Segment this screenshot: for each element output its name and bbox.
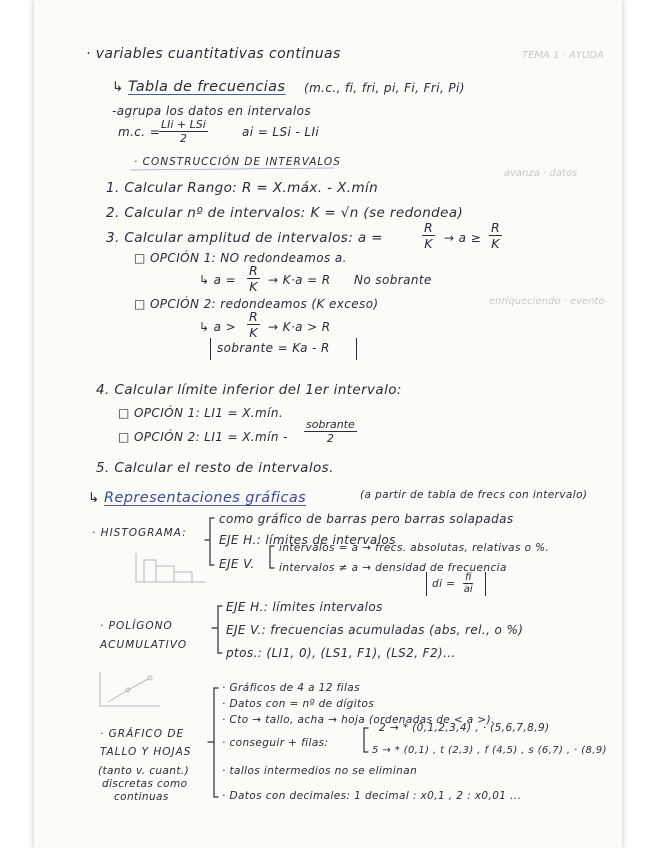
fraction-numerator: fi xyxy=(465,572,472,583)
step-4-option-1: □ OPCIÓN 1: LI1 = X.mín. xyxy=(118,406,284,420)
densidad-label: di = xyxy=(432,578,456,590)
fraction-denominator: K xyxy=(249,325,258,340)
fraction-numerator: R xyxy=(491,220,500,235)
option-2-result: → K·a > R xyxy=(268,320,331,334)
tabla-columns: (m.c., fi, fri, pi, Fi, Fri, Pi) xyxy=(304,81,465,95)
bleed-through-text: enriqueciendo · evento xyxy=(489,296,605,307)
option-1-note: No sobrante xyxy=(354,273,432,287)
fraction-numerator: sobrante xyxy=(306,418,355,431)
section-title-representaciones: Representaciones gráficas xyxy=(104,490,307,506)
polygon-sketch xyxy=(100,672,160,706)
poligono-eje-h: EJE H.: límites intervalos xyxy=(226,600,383,614)
fraction-numerator: R xyxy=(249,263,258,278)
section-title-tabla: Tabla de frecuencias xyxy=(128,79,286,95)
step-3: 3. Calcular amplitud de intervalos: a = xyxy=(106,230,383,246)
tallo-rule-1: · Gráficos de 4 a 12 filas xyxy=(222,682,360,694)
filas-brace xyxy=(364,728,368,752)
step-4: 4. Calcular límite inferior del 1er intervalo: xyxy=(96,382,402,398)
histogram-sketch xyxy=(136,553,206,582)
tallo-rule-4: · conseguir + filas: xyxy=(222,737,329,749)
step-5: 5. Calcular el resto de intervalos. xyxy=(96,460,334,476)
bleed-through-text: TEMA 1 · AYUDA xyxy=(522,50,604,61)
tallo-brace xyxy=(214,688,218,797)
ai-formula: ai = LSi - LIi xyxy=(242,125,320,139)
histogram-bar xyxy=(174,572,192,582)
histograma-eje-v-equal: intervalos = a → frecs. absolutas, relativas o %. xyxy=(279,542,550,554)
mc-denominator: 2 xyxy=(179,132,187,145)
tallo-rule-6: · Datos con decimales: 1 decimal : x0,1 , 2 : x0,01 ... xyxy=(222,790,522,802)
histograma-eje-v: EJE V. xyxy=(219,557,255,571)
polygon-line xyxy=(108,678,150,702)
histograma-brace xyxy=(210,518,214,565)
notebook-page xyxy=(34,0,622,848)
tallo-label-2: TALLO Y HOJAS xyxy=(100,746,192,758)
tallo-note-2: discretas como xyxy=(102,778,188,790)
histograma-label: · HISTOGRAMA: xyxy=(92,527,187,539)
histograma-eje-v-unequal: intervalos ≠ a → densidad de frecuencia xyxy=(279,562,507,574)
histograma-eje-h: EJE H.: límites de intervalos xyxy=(219,533,396,547)
poligono-brace xyxy=(218,606,222,653)
representaciones-note: (a partir de tabla de frecs con intervalo) xyxy=(360,489,588,501)
poligono-label-2: ACUMULATIVO xyxy=(100,639,188,651)
eje-v-brace xyxy=(270,546,274,568)
tallo-split-2: 2 → * (0,1,2,3,4) , · (5,6,7,8,9) xyxy=(379,722,550,734)
tallo-rule-3: · Cto → tallo, acha → hoja (ordenadas de < a >). xyxy=(222,714,495,726)
sobrante-formula: sobrante = Ka - R xyxy=(217,341,330,355)
option-1-result: → K·a = R xyxy=(268,273,331,287)
tallo-rule-5: · tallos intermedios no se eliminan xyxy=(222,765,418,777)
bleed-through-text: avanza · datos xyxy=(504,168,578,179)
step-2: 2. Calcular nº de intervalos: K = √n (se redondea) xyxy=(106,205,464,221)
step-4-option-2: □ OPCIÓN 2: LI1 = X.mín - xyxy=(118,430,288,444)
tallo-note-1: (tanto v. cuant.) xyxy=(98,765,190,777)
histogram-bar xyxy=(156,566,174,582)
hand-drawn-strokes xyxy=(34,0,622,848)
fraction-denominator: K xyxy=(491,236,500,251)
tallo-note-3: continuas xyxy=(114,791,169,803)
fraction-numerator: R xyxy=(424,220,433,235)
histogram-axes xyxy=(136,553,206,582)
tallo-label-1: · GRÁFICO DE xyxy=(100,728,185,740)
fraction-denominator: K xyxy=(249,279,258,294)
option-2-formula: ↳ a > xyxy=(199,320,237,334)
histogram-bar xyxy=(144,560,156,582)
option-2: □ OPCIÓN 2: redondeamos (K exceso) xyxy=(134,297,379,311)
arrow-icon: ↳ xyxy=(112,79,124,95)
mc-numerator: LIi + LSi xyxy=(161,118,206,131)
construccion-underline xyxy=(130,168,334,170)
page-heading: · variables cuantitativas continuas xyxy=(86,46,341,62)
fraction-denominator: K xyxy=(424,236,433,251)
fraction-denominator: 2 xyxy=(326,432,334,445)
fraction-denominator: ai xyxy=(463,584,473,595)
agrupa-text: -agrupa los datos en intervalos xyxy=(112,104,311,118)
fraction-numerator: R xyxy=(249,309,258,324)
poligono-puntos: ptos.: (LI1, 0), (LS1, F1), (LS2, F2)... xyxy=(226,646,456,660)
option-1: □ OPCIÓN 1: NO redondeamos a. xyxy=(134,251,347,265)
histograma-desc: como gráfico de barras pero barras solapadas xyxy=(219,512,514,526)
tallo-rule-2: · Datos con = nº de dígitos xyxy=(222,698,375,710)
poligono-label-1: · POLÍGONO xyxy=(100,620,173,632)
mc-label: m.c. = xyxy=(118,125,161,139)
step-3-inequality: → a ≥ xyxy=(444,231,482,245)
option-1-formula: ↳ a = xyxy=(199,273,237,287)
arrow-icon: ↳ xyxy=(88,490,100,506)
tallo-split-5: 5 → * (0,1) , t (2,3) , f (4,5) , s (6,7) , · (8,9) xyxy=(372,745,607,756)
construccion-heading: · CONSTRUCCIÓN DE INTERVALOS xyxy=(134,156,341,168)
poligono-eje-v: EJE V.: frecuencias acumuladas (abs, rel., o %) xyxy=(226,623,524,637)
step-1: 1. Calcular Rango: R = X.máx. - X.mín xyxy=(106,180,379,196)
